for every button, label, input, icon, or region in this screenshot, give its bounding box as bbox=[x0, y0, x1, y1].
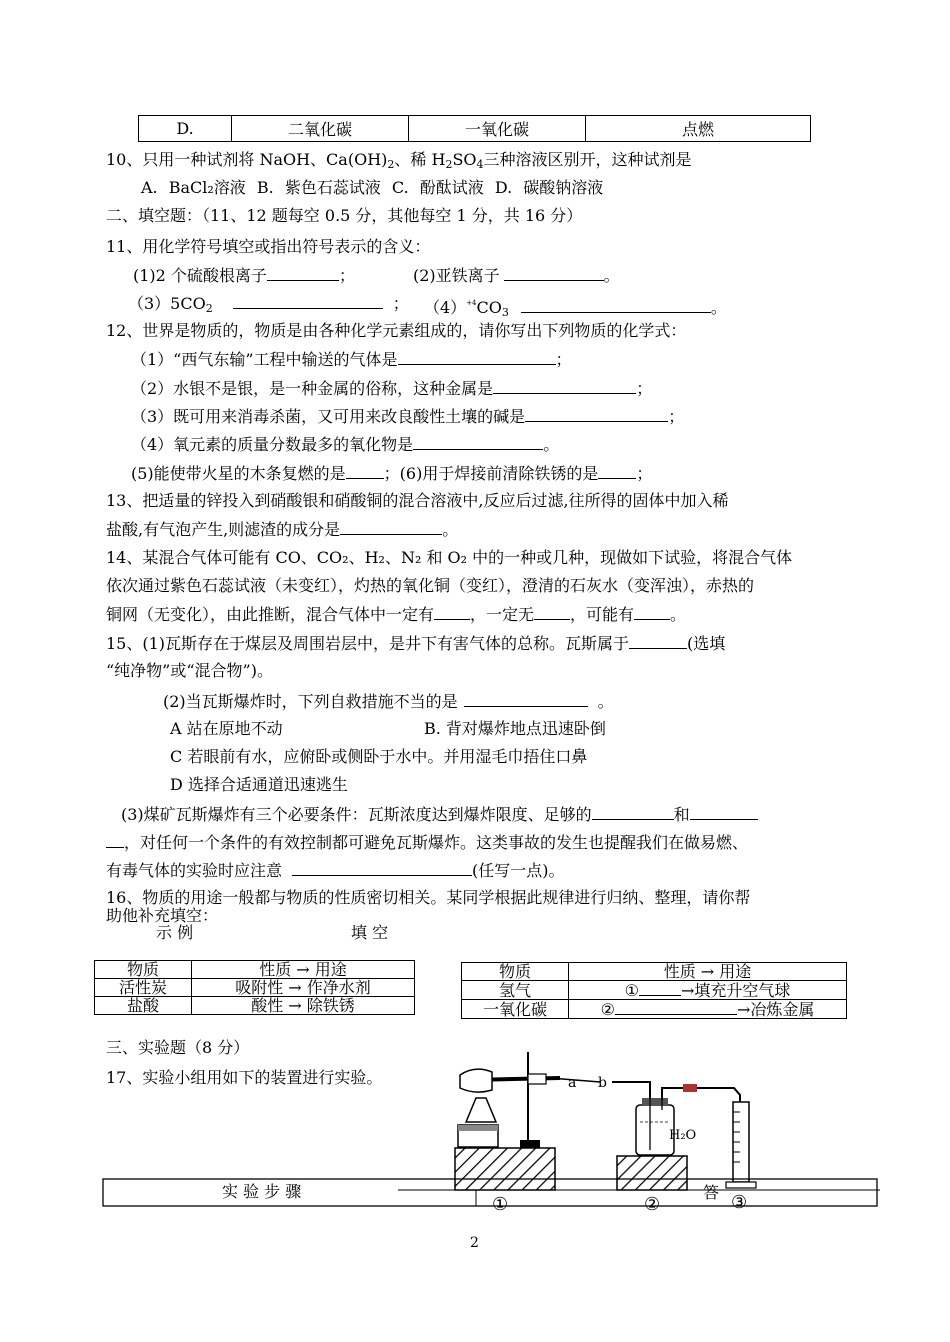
marker-2: ② bbox=[644, 1194, 661, 1215]
bottle-stopper bbox=[642, 1098, 668, 1106]
q14-text: 铜网（无变化），由此推断，混合气体中一定有 bbox=[106, 605, 435, 624]
q15-text: 15、(1)瓦斯存在于煤层及周围岩层中，是井下有害气体的总称。瓦斯属于 bbox=[106, 634, 630, 653]
q14-line1: 14、某混合气体可能有 CO、CO₂、H₂、N₂ 和 O₂ 中的一种或几种，现做如下试验，将混合气体 bbox=[106, 548, 793, 567]
table-cell: 物质 bbox=[462, 963, 569, 981]
label-water: H₂O bbox=[669, 1128, 697, 1143]
table-cell: 盐酸 bbox=[95, 997, 192, 1015]
q11-p3-text: （3）5CO bbox=[128, 294, 206, 313]
table-text: →填充升空气球 bbox=[680, 981, 791, 1000]
method-cell: 点燃 bbox=[586, 116, 811, 142]
q14-line2: 依次通过紫色石蕊试液（未变红），灼热的氧化铜（变红），澄清的石灰水（变浑浊），赤热的 bbox=[106, 576, 755, 595]
q15-text: (任写一点)。 bbox=[472, 861, 565, 880]
q15-text: 有毒气体的实验时应注意 bbox=[106, 861, 283, 880]
subscript: 2 bbox=[445, 158, 453, 171]
page-number: 2 bbox=[470, 1235, 479, 1251]
table-text: →冶炼金属 bbox=[736, 1000, 815, 1019]
q15-text: 和 bbox=[673, 805, 690, 824]
q15-option-d: D 选择合适通道迅速逃生 bbox=[170, 775, 348, 794]
q11-p1-text: (1)2 个硫酸根离子 bbox=[133, 266, 267, 285]
punct: ； bbox=[392, 294, 409, 313]
punct: 。 bbox=[597, 692, 614, 711]
punct: ； bbox=[338, 266, 355, 285]
table-cell: 性质 → 用途 bbox=[192, 961, 415, 979]
punct: ； bbox=[636, 379, 653, 398]
table-cell: 酸性 → 除铁锈 bbox=[192, 997, 415, 1015]
punct: 。 bbox=[710, 298, 727, 317]
q16-line2: 助他补充填空： bbox=[106, 906, 219, 925]
punct: ； bbox=[555, 350, 572, 369]
table-cell: 物质 bbox=[95, 961, 192, 979]
q10-text: SO bbox=[452, 150, 477, 169]
q12-text: （3）既可用来消毒杀菌，又可用来改良酸性土壤的碱是 bbox=[131, 407, 526, 426]
cylinder-base bbox=[726, 1182, 756, 1188]
blank-number: ① bbox=[624, 981, 639, 1000]
q14-text: ，可能有 bbox=[570, 605, 635, 624]
q11-p4-text: （4） bbox=[424, 298, 467, 317]
q17-stem: 17、实验小组用如下的装置进行实验。 bbox=[106, 1068, 383, 1087]
stand-base-block bbox=[455, 1148, 555, 1190]
marker-1: ① bbox=[492, 1194, 509, 1215]
connecting-tube bbox=[612, 1082, 650, 1100]
q15-option-a: A 站在原地不动 bbox=[170, 719, 283, 738]
stand-foot bbox=[520, 1140, 540, 1148]
burner-top bbox=[458, 1125, 498, 1131]
table-cell: 一氧化碳 bbox=[462, 1000, 569, 1019]
q15-line2: “纯净物”或“混合物”)。 bbox=[106, 661, 273, 680]
subscript: 2 bbox=[387, 158, 395, 171]
example-label: 示 例 bbox=[156, 923, 194, 942]
q15-text: ，对任何一个条件的有效控制都可避免瓦斯爆炸。这类事故的发生也提醒我们在做易燃、 bbox=[124, 833, 749, 852]
flame-icon bbox=[460, 1069, 492, 1092]
section-2-heading: 二、填空题：（11、12 题每空 0.5 分，其他每空 1 分，共 16 分） bbox=[106, 206, 583, 225]
q12-text: （4）氧元素的质量分数最多的氧化物是 bbox=[131, 435, 414, 454]
subscript: 2 bbox=[205, 302, 213, 315]
answer-label: 答 bbox=[703, 1183, 720, 1202]
q12-text: ；(6)用于焊接前清除铁锈的是 bbox=[383, 464, 599, 483]
reactant-cell: 二氧化碳 bbox=[232, 116, 409, 142]
label-a: a bbox=[568, 1075, 577, 1091]
table-cell: 活性炭 bbox=[95, 979, 192, 997]
marker-3: ③ bbox=[731, 1192, 748, 1213]
q10-text: 、稀 H bbox=[394, 150, 446, 169]
punct: 。 bbox=[543, 435, 560, 454]
q12-text: （2）水银不是银，是一种金属的俗称，这种金属是 bbox=[131, 379, 494, 398]
q10-options: A. BaCl₂溶液 B. 紫色石蕊试液 C. 酚酞试液 D. 碳酸钠溶液 bbox=[141, 178, 604, 197]
q10-text: 10、只用一种试剂将 NaOH、Ca(OH) bbox=[106, 150, 388, 169]
q15-option-c: C 若眼前有水，应俯卧或侧卧于水中。并用湿毛巾捂住口鼻 bbox=[170, 747, 588, 766]
punct: ； bbox=[668, 407, 685, 426]
punct: 。 bbox=[442, 520, 459, 539]
table-cell: 性质 → 用途 bbox=[569, 963, 847, 981]
table-cell: 吸附性 → 作净水剂 bbox=[192, 979, 415, 997]
q15-text: (2)当瓦斯爆炸时，下列自救措施不当的是 bbox=[163, 692, 458, 711]
impurity-cell: 一氧化碳 bbox=[409, 116, 586, 142]
q11-title: 11、用化学符号填空或指出符号表示的含义： bbox=[106, 237, 431, 256]
q10-text: 三种溶液区别开，这种试剂是 bbox=[483, 150, 692, 169]
subscript: 3 bbox=[501, 306, 509, 319]
q12-text: （1）“西气东输”工程中输送的气体是 bbox=[131, 350, 398, 369]
table-cell: 氢气 bbox=[462, 981, 569, 1000]
punct: 。 bbox=[603, 266, 620, 285]
lamp-icon bbox=[466, 1098, 496, 1122]
q15-option-b: B. 背对爆炸地点迅速卧倒 bbox=[424, 719, 606, 738]
subscript: 4 bbox=[476, 158, 484, 171]
bottle-base-block bbox=[617, 1156, 687, 1190]
blank-number: ② bbox=[600, 1000, 615, 1019]
clamp-icon bbox=[528, 1074, 546, 1084]
q12-title: 12、世界是物质的，物质是由各种化学元素组成的，请你写出下列物质的化学式： bbox=[106, 321, 687, 340]
q12-text: (5)能使带火星的木条复燃的是 bbox=[131, 464, 346, 483]
q14-text: ，一定无 bbox=[470, 605, 535, 624]
q15-text: (3)煤矿瓦斯爆炸有三个必要条件：瓦斯浓度达到爆炸限度、足够的 bbox=[121, 805, 592, 824]
q13-text: 盐酸,有气泡产生,则滤渣的成分是 bbox=[106, 520, 341, 539]
option-label: D. bbox=[139, 116, 232, 142]
steps-label: 实 验 步 骤 bbox=[222, 1182, 302, 1201]
valence-mark: +4 bbox=[466, 299, 477, 307]
section-3-heading: 三、实验题（8 分） bbox=[106, 1038, 250, 1057]
punct: ； bbox=[636, 464, 653, 483]
punct: 。 bbox=[670, 605, 687, 624]
fill-label: 填 空 bbox=[351, 923, 389, 942]
q15-text: (选填 bbox=[687, 634, 726, 653]
carbonate-text: CO bbox=[476, 298, 502, 317]
q11-p2-text: (2)亚铁离子 bbox=[413, 266, 500, 285]
rubber-joint-icon bbox=[683, 1084, 697, 1092]
q13-line1: 13、把适量的锌投入到硝酸银和硝酸铜的混合溶液中,反应后过滤,往所得的固体中加入稀 bbox=[106, 491, 729, 510]
label-b: b bbox=[598, 1075, 607, 1091]
q16-line1: 16、物质的用途一般都与物质的性质密切相关。某同学根据此规律进行归纳、整理，请你帮 bbox=[106, 888, 751, 907]
